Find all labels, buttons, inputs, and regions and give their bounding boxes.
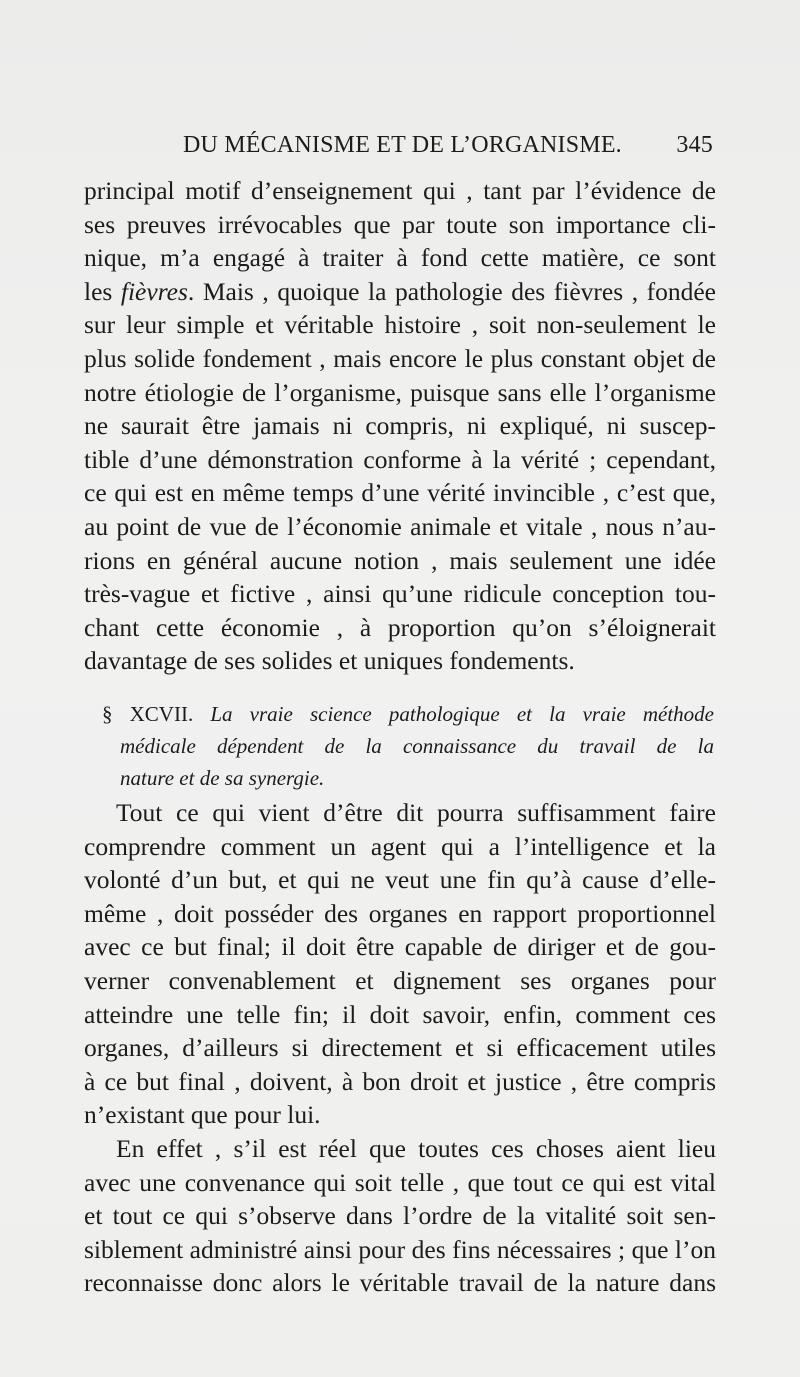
text-line: ne saurait être jamais ni compris, ni expliqué, ni suscep- xyxy=(84,411,716,441)
text-line: rions en général aucune notion , mais seulement une idée xyxy=(84,545,716,575)
paragraph-2 xyxy=(84,796,716,1300)
text-line: et tout ce qui s’observe dans l’ordre de la vitalité soit sen- xyxy=(84,1201,716,1231)
text-line: avec une convenance qui soit telle , que tout ce qui est vital xyxy=(84,1167,716,1197)
text-line: très-vague et fictive , ainsi qu’une ridicule conception tou- xyxy=(84,579,716,609)
text-line-content: En effet , s’il est réel que toutes ces choses aient lieu xyxy=(116,1133,716,1163)
text-line: avec ce but final; il doit être capable de diriger et de gou- xyxy=(84,932,716,962)
section-marker: § XCVII. xyxy=(102,702,194,726)
text-line: à ce but final , doivent, à bon droit et justice , être compris xyxy=(84,1066,716,1096)
text-line: tible d’une démonstration conforme à la vérité ; cependant, xyxy=(84,444,716,474)
text-line: verner convenablement et dignement ses organes pour xyxy=(84,965,716,995)
section-heading-text: La vraie science pathologique et la vraie méthode xyxy=(210,702,714,726)
text-line: siblement administré ainsi pour des fins nécessaires ; que l’on xyxy=(84,1234,716,1264)
text-line: davantage de ses solides et uniques fondements. xyxy=(84,646,575,676)
section-heading-line: médicale dépendent de la connaissance du travail de la xyxy=(120,734,714,758)
text-line: chant cette économie , à proportion qu’on s’éloignerait xyxy=(84,612,716,642)
paragraph-1 xyxy=(84,174,716,678)
text-line: même , doit posséder des organes en rapport proportionnel xyxy=(84,898,716,928)
text-line: comprendre comment un agent qui a l’intelligence et la xyxy=(84,831,716,861)
text-line: ce qui est en même temps d’une vérité invincible , c’est que, xyxy=(84,478,716,508)
text-line xyxy=(84,796,716,830)
page-number: 345 xyxy=(676,132,713,158)
text-line: nique, m’a engagé à traiter à fond cette matière, ce sont xyxy=(84,243,716,273)
text-line xyxy=(84,1132,716,1166)
text-line: reconnaisse donc alors le véritable travail de la nature dans xyxy=(84,1268,716,1298)
text-line: plus solide fondement , mais encore le plus constant objet de xyxy=(84,343,716,373)
text-line: n’existant que pour lui. xyxy=(84,1100,321,1130)
text-line: atteindre une telle fin; il doit savoir, enfin, comment ces xyxy=(84,999,716,1029)
text-line: volonté d’un but, et qui ne veut une fin qu’à cause d’elle- xyxy=(84,865,716,895)
text-line: notre étiologie de l’organisme, puisque sans elle l’organisme xyxy=(84,377,716,407)
text-run: . Mais , quoique la pathologie des fièvres , fondée xyxy=(187,276,716,306)
text-line: organes, d’ailleurs si directement et si efficacement utiles xyxy=(84,1033,716,1063)
text-run: les xyxy=(84,276,121,306)
running-head-title: DU MÉCANISME ET DE L’ORGANISME. xyxy=(183,132,622,158)
running-head xyxy=(183,128,713,168)
text-line: au point de vue de l’économie animale et vitale , nous n’au- xyxy=(84,511,716,541)
section-heading xyxy=(102,698,714,794)
emphasized-word: fièvres xyxy=(120,276,188,306)
section-heading-line: nature et de sa synergie. xyxy=(120,766,325,790)
text-line: principal motif d’enseignement qui , tant par l’évidence de xyxy=(84,176,716,205)
text-line-content: Tout ce qui vient d’être dit pourra suffisamment faire xyxy=(116,798,716,827)
text-line: ses preuves irrévocables que par toute son importance cli- xyxy=(84,209,716,239)
section-heading-line xyxy=(102,698,714,730)
text-line-fievres xyxy=(84,275,716,309)
text-line: sur leur simple et véritable histoire , soit non-seulement le xyxy=(84,310,716,340)
